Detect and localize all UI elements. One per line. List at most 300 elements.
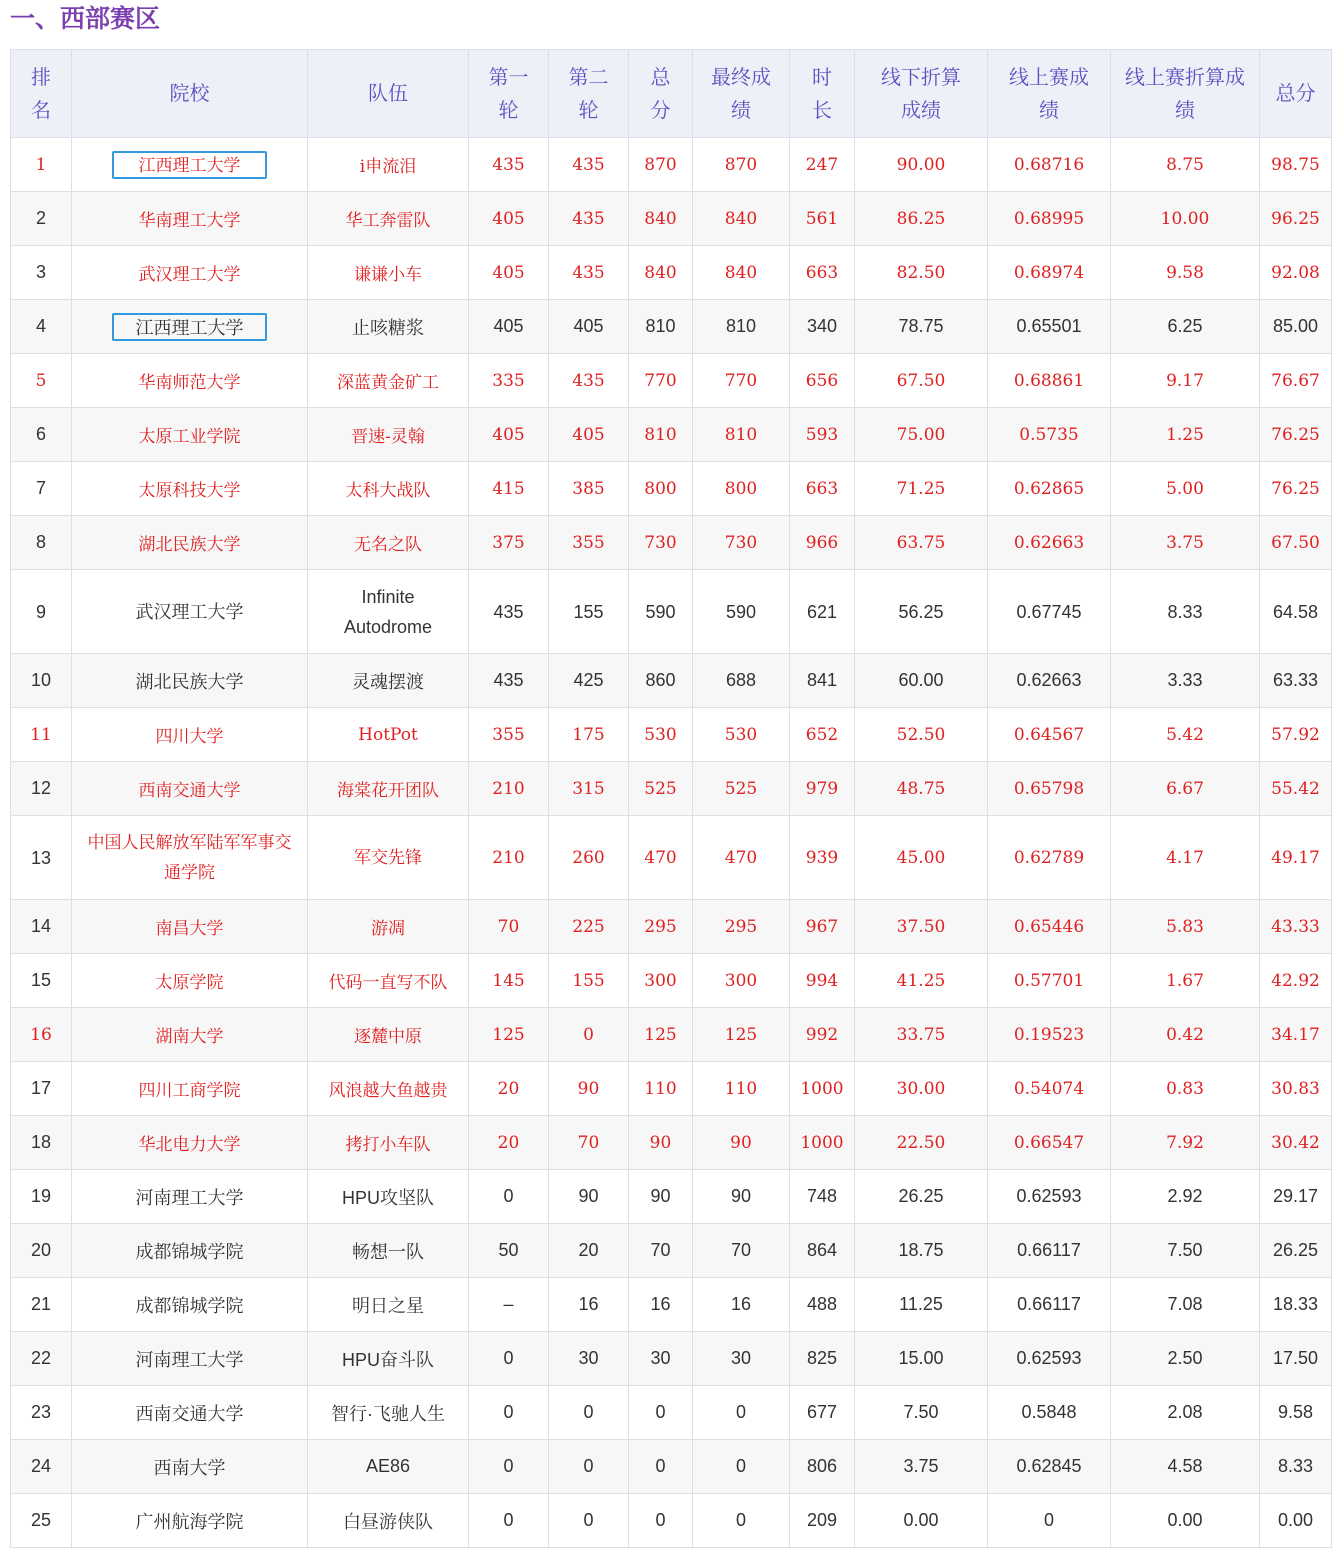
cell-rank: 1 (11, 138, 72, 192)
table-row (11, 300, 1332, 354)
cell-school: 河南理工大学 (72, 1170, 308, 1224)
cell-duration: 340 (790, 300, 855, 354)
cell-total: 840 (629, 246, 693, 300)
cell-duration: 939 (790, 816, 855, 900)
cell-offline-converted: 67.50 (855, 354, 988, 408)
header-duration: 时长 (790, 50, 855, 138)
cell-round2: 355 (549, 516, 629, 570)
cell-final-score: 688 (693, 654, 790, 708)
cell-online-score: 0.5848 (988, 1386, 1111, 1440)
cell-offline-converted: 0.00 (855, 1494, 988, 1548)
cell-team: 太科大战队 (308, 462, 469, 516)
cell-offline-converted: 82.50 (855, 246, 988, 300)
cell-team: 明日之星 (308, 1278, 469, 1332)
header-grand-total: 总分 (1260, 50, 1332, 138)
cell-online-score: 0.62593 (988, 1170, 1111, 1224)
cell-offline-converted: 45.00 (855, 816, 988, 900)
cell-online-score: 0.67745 (988, 570, 1111, 654)
cell-offline-converted: 63.75 (855, 516, 988, 570)
cell-school: 广州航海学院 (72, 1494, 308, 1548)
cell-online-converted: 2.08 (1111, 1386, 1260, 1440)
cell-offline-converted: 78.75 (855, 300, 988, 354)
cell-round1: 375 (469, 516, 549, 570)
cell-online-converted: 10.00 (1111, 192, 1260, 246)
cell-round2: 175 (549, 708, 629, 762)
cell-duration: 677 (790, 1386, 855, 1440)
cell-round1: 405 (469, 300, 549, 354)
cell-round1: 435 (469, 654, 549, 708)
cell-team: 华工奔雷队 (308, 192, 469, 246)
cell-total: 0 (629, 1386, 693, 1440)
cell-grand-total: 92.08 (1260, 246, 1332, 300)
cell-grand-total: 30.83 (1260, 1062, 1332, 1116)
cell-online-converted: 5.00 (1111, 462, 1260, 516)
cell-round2: 20 (549, 1224, 629, 1278)
cell-final-score: 295 (693, 900, 790, 954)
cell-offline-converted: 60.00 (855, 654, 988, 708)
cell-total: 0 (629, 1494, 693, 1548)
cell-offline-converted: 18.75 (855, 1224, 988, 1278)
cell-rank: 16 (11, 1008, 72, 1062)
cell-offline-converted: 75.00 (855, 408, 988, 462)
cell-duration: 663 (790, 246, 855, 300)
cell-duration: 967 (790, 900, 855, 954)
cell-school: 成都锦城学院 (72, 1224, 308, 1278)
cell-round2: 385 (549, 462, 629, 516)
cell-online-score: 0.62663 (988, 516, 1111, 570)
cell-online-converted: 4.17 (1111, 816, 1260, 900)
header-final-score: 最终成绩 (693, 50, 790, 138)
cell-online-converted: 6.67 (1111, 762, 1260, 816)
cell-online-converted: 4.58 (1111, 1440, 1260, 1494)
cell-grand-total: 96.25 (1260, 192, 1332, 246)
cell-rank: 15 (11, 954, 72, 1008)
cell-round2: 425 (549, 654, 629, 708)
cell-school: 西南大学 (72, 1440, 308, 1494)
cell-school (72, 816, 308, 900)
cell-round1: 435 (469, 138, 549, 192)
table-header-row (11, 50, 1332, 138)
header-online-converted: 线上赛折算成绩 (1111, 50, 1260, 138)
header-school: 院校 (72, 50, 308, 138)
cell-offline-converted: 22.50 (855, 1116, 988, 1170)
cell-grand-total: 57.92 (1260, 708, 1332, 762)
school-highlight-box: 江西理工大学 (112, 151, 267, 179)
cell-duration: 593 (790, 408, 855, 462)
cell-round2: 435 (549, 192, 629, 246)
cell-duration: 825 (790, 1332, 855, 1386)
cell-team: 灵魂摆渡 (308, 654, 469, 708)
cell-round1: 0 (469, 1494, 549, 1548)
cell-grand-total: 34.17 (1260, 1008, 1332, 1062)
cell-rank: 8 (11, 516, 72, 570)
cell-team: 逐麓中原 (308, 1008, 469, 1062)
cell-offline-converted: 71.25 (855, 462, 988, 516)
cell-total: 770 (629, 354, 693, 408)
cell-offline-converted: 52.50 (855, 708, 988, 762)
cell-grand-total: 43.33 (1260, 900, 1332, 954)
cell-total: 590 (629, 570, 693, 654)
school-name: 中国人民解放军陆军军事交通学院 (87, 832, 292, 883)
cell-final-score: 125 (693, 1008, 790, 1062)
header-round2: 第二轮 (549, 50, 629, 138)
cell-round1: 355 (469, 708, 549, 762)
cell-round1: 145 (469, 954, 549, 1008)
cell-online-score: 0.68974 (988, 246, 1111, 300)
cell-online-score: 0.65798 (988, 762, 1111, 816)
cell-team: HPU攻坚队 (308, 1170, 469, 1224)
cell-rank: 4 (11, 300, 72, 354)
cell-final-score: 300 (693, 954, 790, 1008)
cell-rank: 11 (11, 708, 72, 762)
cell-online-score: 0.66117 (988, 1278, 1111, 1332)
cell-final-score: 0 (693, 1440, 790, 1494)
cell-online-converted: 2.50 (1111, 1332, 1260, 1386)
header-total: 总分 (629, 50, 693, 138)
cell-rank: 9 (11, 570, 72, 654)
cell-online-score: 0.66547 (988, 1116, 1111, 1170)
table-row (11, 1062, 1332, 1116)
table-row (11, 1440, 1332, 1494)
cell-total: 90 (629, 1170, 693, 1224)
cell-rank: 17 (11, 1062, 72, 1116)
cell-rank: 24 (11, 1440, 72, 1494)
cell-school: 太原学院 (72, 954, 308, 1008)
cell-duration: 488 (790, 1278, 855, 1332)
cell-duration: 994 (790, 954, 855, 1008)
cell-online-converted: 1.67 (1111, 954, 1260, 1008)
cell-online-converted: 8.33 (1111, 570, 1260, 654)
cell-final-score: 0 (693, 1386, 790, 1440)
cell-team: 风浪越大鱼越贵 (308, 1062, 469, 1116)
table-row (11, 1008, 1332, 1062)
cell-rank: 13 (11, 816, 72, 900)
cell-offline-converted: 41.25 (855, 954, 988, 1008)
cell-school: 四川工商学院 (72, 1062, 308, 1116)
cell-round1: 125 (469, 1008, 549, 1062)
cell-school: 华南理工大学 (72, 192, 308, 246)
cell-team: 深蓝黄金矿工 (308, 354, 469, 408)
cell-online-score: 0.5735 (988, 408, 1111, 462)
cell-school: 华北电力大学 (72, 1116, 308, 1170)
cell-final-score: 810 (693, 300, 790, 354)
cell-total: 90 (629, 1116, 693, 1170)
cell-grand-total: 0.00 (1260, 1494, 1332, 1548)
cell-duration: 748 (790, 1170, 855, 1224)
cell-team: 智行·飞驰人生 (308, 1386, 469, 1440)
cell-team: HPU奋斗队 (308, 1332, 469, 1386)
cell-school: 武汉理工大学 (72, 570, 308, 654)
cell-rank: 18 (11, 1116, 72, 1170)
cell-round1: 405 (469, 192, 549, 246)
cell-final-score: 16 (693, 1278, 790, 1332)
table-row (11, 762, 1332, 816)
cell-online-converted: 7.08 (1111, 1278, 1260, 1332)
cell-grand-total: 42.92 (1260, 954, 1332, 1008)
cell-online-converted: 0.42 (1111, 1008, 1260, 1062)
cell-round2: 16 (549, 1278, 629, 1332)
cell-offline-converted: 11.25 (855, 1278, 988, 1332)
cell-school: 武汉理工大学 (72, 246, 308, 300)
cell-rank: 23 (11, 1386, 72, 1440)
cell-final-score: 810 (693, 408, 790, 462)
cell-online-score: 0.65501 (988, 300, 1111, 354)
header-team: 队伍 (308, 50, 469, 138)
cell-online-score: 0.65446 (988, 900, 1111, 954)
cell-round2: 0 (549, 1008, 629, 1062)
cell-grand-total: 64.58 (1260, 570, 1332, 654)
cell-online-converted: 6.25 (1111, 300, 1260, 354)
cell-grand-total: 76.25 (1260, 462, 1332, 516)
header-rank: 排名 (11, 50, 72, 138)
cell-rank: 21 (11, 1278, 72, 1332)
cell-final-score: 870 (693, 138, 790, 192)
table-row (11, 1116, 1332, 1170)
cell-online-score: 0.62865 (988, 462, 1111, 516)
cell-final-score: 730 (693, 516, 790, 570)
table-row (11, 1170, 1332, 1224)
cell-round1: 50 (469, 1224, 549, 1278)
cell-final-score: 530 (693, 708, 790, 762)
cell-online-score: 0.68861 (988, 354, 1111, 408)
cell-online-converted: 0.83 (1111, 1062, 1260, 1116)
header-online-score: 线上赛成绩 (988, 50, 1111, 138)
cell-rank: 22 (11, 1332, 72, 1386)
cell-online-converted: 5.42 (1111, 708, 1260, 762)
cell-online-score: 0.62789 (988, 816, 1111, 900)
cell-online-score: 0.57701 (988, 954, 1111, 1008)
cell-team: 畅想一队 (308, 1224, 469, 1278)
cell-school (72, 138, 308, 192)
cell-rank: 2 (11, 192, 72, 246)
cell-final-score: 70 (693, 1224, 790, 1278)
cell-round1: – (469, 1278, 549, 1332)
cell-offline-converted: 30.00 (855, 1062, 988, 1116)
cell-final-score: 30 (693, 1332, 790, 1386)
cell-online-converted: 7.92 (1111, 1116, 1260, 1170)
cell-duration: 209 (790, 1494, 855, 1548)
cell-online-score: 0.64567 (988, 708, 1111, 762)
cell-team: i申流泪 (308, 138, 469, 192)
cell-team: 海棠花开团队 (308, 762, 469, 816)
cell-team: 游凋 (308, 900, 469, 954)
cell-team: 无名之队 (308, 516, 469, 570)
cell-total: 30 (629, 1332, 693, 1386)
cell-school: 湖南大学 (72, 1008, 308, 1062)
cell-team: 代码一直写不队 (308, 954, 469, 1008)
header-round1: 第一轮 (469, 50, 549, 138)
cell-grand-total: 30.42 (1260, 1116, 1332, 1170)
cell-total: 800 (629, 462, 693, 516)
cell-total: 0 (629, 1440, 693, 1494)
cell-online-converted: 3.33 (1111, 654, 1260, 708)
cell-offline-converted: 15.00 (855, 1332, 988, 1386)
cell-total: 70 (629, 1224, 693, 1278)
cell-online-score: 0.66117 (988, 1224, 1111, 1278)
cell-rank: 25 (11, 1494, 72, 1548)
cell-school: 太原工业学院 (72, 408, 308, 462)
cell-round2: 90 (549, 1170, 629, 1224)
cell-grand-total: 9.58 (1260, 1386, 1332, 1440)
cell-round1: 20 (469, 1062, 549, 1116)
cell-round1: 210 (469, 762, 549, 816)
cell-round2: 435 (549, 138, 629, 192)
cell-online-converted: 9.17 (1111, 354, 1260, 408)
cell-total: 810 (629, 408, 693, 462)
cell-duration: 247 (790, 138, 855, 192)
cell-final-score: 840 (693, 246, 790, 300)
table-row (11, 1332, 1332, 1386)
cell-school: 西南交通大学 (72, 762, 308, 816)
cell-grand-total: 76.67 (1260, 354, 1332, 408)
cell-round2: 225 (549, 900, 629, 954)
cell-online-converted: 1.25 (1111, 408, 1260, 462)
cell-team: 白昼游侠队 (308, 1494, 469, 1548)
team-name: Infinite Autodrome (343, 586, 433, 637)
cell-online-score: 0.62845 (988, 1440, 1111, 1494)
cell-total: 295 (629, 900, 693, 954)
cell-round2: 260 (549, 816, 629, 900)
cell-team (308, 570, 469, 654)
cell-round1: 0 (469, 1440, 549, 1494)
cell-team: 拷打小车队 (308, 1116, 469, 1170)
cell-round2: 0 (549, 1494, 629, 1548)
cell-online-converted: 8.75 (1111, 138, 1260, 192)
cell-duration: 966 (790, 516, 855, 570)
table-row (11, 408, 1332, 462)
cell-school: 华南师范大学 (72, 354, 308, 408)
cell-online-score: 0.68716 (988, 138, 1111, 192)
cell-round2: 70 (549, 1116, 629, 1170)
cell-rank: 5 (11, 354, 72, 408)
cell-round1: 0 (469, 1170, 549, 1224)
table-row (11, 246, 1332, 300)
cell-grand-total: 8.33 (1260, 1440, 1332, 1494)
cell-school (72, 300, 308, 354)
cell-duration: 621 (790, 570, 855, 654)
table-row (11, 900, 1332, 954)
cell-round1: 335 (469, 354, 549, 408)
table-row (11, 192, 1332, 246)
cell-offline-converted: 37.50 (855, 900, 988, 954)
cell-offline-converted: 33.75 (855, 1008, 988, 1062)
cell-school: 成都锦城学院 (72, 1278, 308, 1332)
cell-round1: 0 (469, 1386, 549, 1440)
cell-duration: 864 (790, 1224, 855, 1278)
cell-round1: 210 (469, 816, 549, 900)
cell-round1: 435 (469, 570, 549, 654)
cell-round1: 405 (469, 246, 549, 300)
cell-round1: 70 (469, 900, 549, 954)
cell-rank: 7 (11, 462, 72, 516)
cell-total: 16 (629, 1278, 693, 1332)
cell-rank: 6 (11, 408, 72, 462)
cell-grand-total: 63.33 (1260, 654, 1332, 708)
cell-final-score: 770 (693, 354, 790, 408)
cell-rank: 12 (11, 762, 72, 816)
cell-duration: 561 (790, 192, 855, 246)
cell-offline-converted: 48.75 (855, 762, 988, 816)
cell-round2: 0 (549, 1386, 629, 1440)
cell-school: 河南理工大学 (72, 1332, 308, 1386)
cell-round1: 0 (469, 1332, 549, 1386)
cell-rank: 20 (11, 1224, 72, 1278)
cell-rank: 14 (11, 900, 72, 954)
table-row (11, 1386, 1332, 1440)
cell-duration: 992 (790, 1008, 855, 1062)
cell-total: 840 (629, 192, 693, 246)
cell-online-converted: 2.92 (1111, 1170, 1260, 1224)
cell-round2: 155 (549, 954, 629, 1008)
cell-total: 125 (629, 1008, 693, 1062)
cell-total: 110 (629, 1062, 693, 1116)
cell-round1: 20 (469, 1116, 549, 1170)
section-title: 一、西部赛区 (10, 4, 161, 33)
cell-round1: 405 (469, 408, 549, 462)
cell-round2: 435 (549, 246, 629, 300)
cell-total: 810 (629, 300, 693, 354)
cell-round2: 30 (549, 1332, 629, 1386)
cell-online-converted: 3.75 (1111, 516, 1260, 570)
cell-round2: 405 (549, 300, 629, 354)
cell-final-score: 590 (693, 570, 790, 654)
cell-team: AE86 (308, 1440, 469, 1494)
table-row (11, 354, 1332, 408)
cell-grand-total: 17.50 (1260, 1332, 1332, 1386)
cell-total: 470 (629, 816, 693, 900)
cell-duration: 979 (790, 762, 855, 816)
cell-team: 晋速-灵翰 (308, 408, 469, 462)
cell-online-converted: 0.00 (1111, 1494, 1260, 1548)
cell-offline-converted: 7.50 (855, 1386, 988, 1440)
cell-round2: 0 (549, 1440, 629, 1494)
cell-duration: 652 (790, 708, 855, 762)
cell-online-score: 0 (988, 1494, 1111, 1548)
cell-online-score: 0.68995 (988, 192, 1111, 246)
cell-school: 湖北民族大学 (72, 516, 308, 570)
cell-grand-total: 49.17 (1260, 816, 1332, 900)
cell-school: 湖北民族大学 (72, 654, 308, 708)
table-row (11, 1494, 1332, 1548)
cell-duration: 806 (790, 1440, 855, 1494)
table-row (11, 954, 1332, 1008)
cell-grand-total: 29.17 (1260, 1170, 1332, 1224)
cell-total: 530 (629, 708, 693, 762)
cell-team: 谦谦小车 (308, 246, 469, 300)
table-row (11, 138, 1332, 192)
cell-total: 300 (629, 954, 693, 1008)
cell-rank: 3 (11, 246, 72, 300)
cell-duration: 1000 (790, 1116, 855, 1170)
cell-school: 南昌大学 (72, 900, 308, 954)
cell-online-score: 0.54074 (988, 1062, 1111, 1116)
cell-online-score: 0.62593 (988, 1332, 1111, 1386)
cell-final-score: 0 (693, 1494, 790, 1548)
cell-round2: 155 (549, 570, 629, 654)
cell-final-score: 525 (693, 762, 790, 816)
table-row (11, 654, 1332, 708)
cell-school: 四川大学 (72, 708, 308, 762)
cell-round1: 415 (469, 462, 549, 516)
cell-offline-converted: 3.75 (855, 1440, 988, 1494)
cell-round2: 405 (549, 408, 629, 462)
cell-offline-converted: 26.25 (855, 1170, 988, 1224)
cell-final-score: 90 (693, 1116, 790, 1170)
cell-total: 870 (629, 138, 693, 192)
cell-final-score: 800 (693, 462, 790, 516)
cell-round2: 435 (549, 354, 629, 408)
cell-total: 860 (629, 654, 693, 708)
